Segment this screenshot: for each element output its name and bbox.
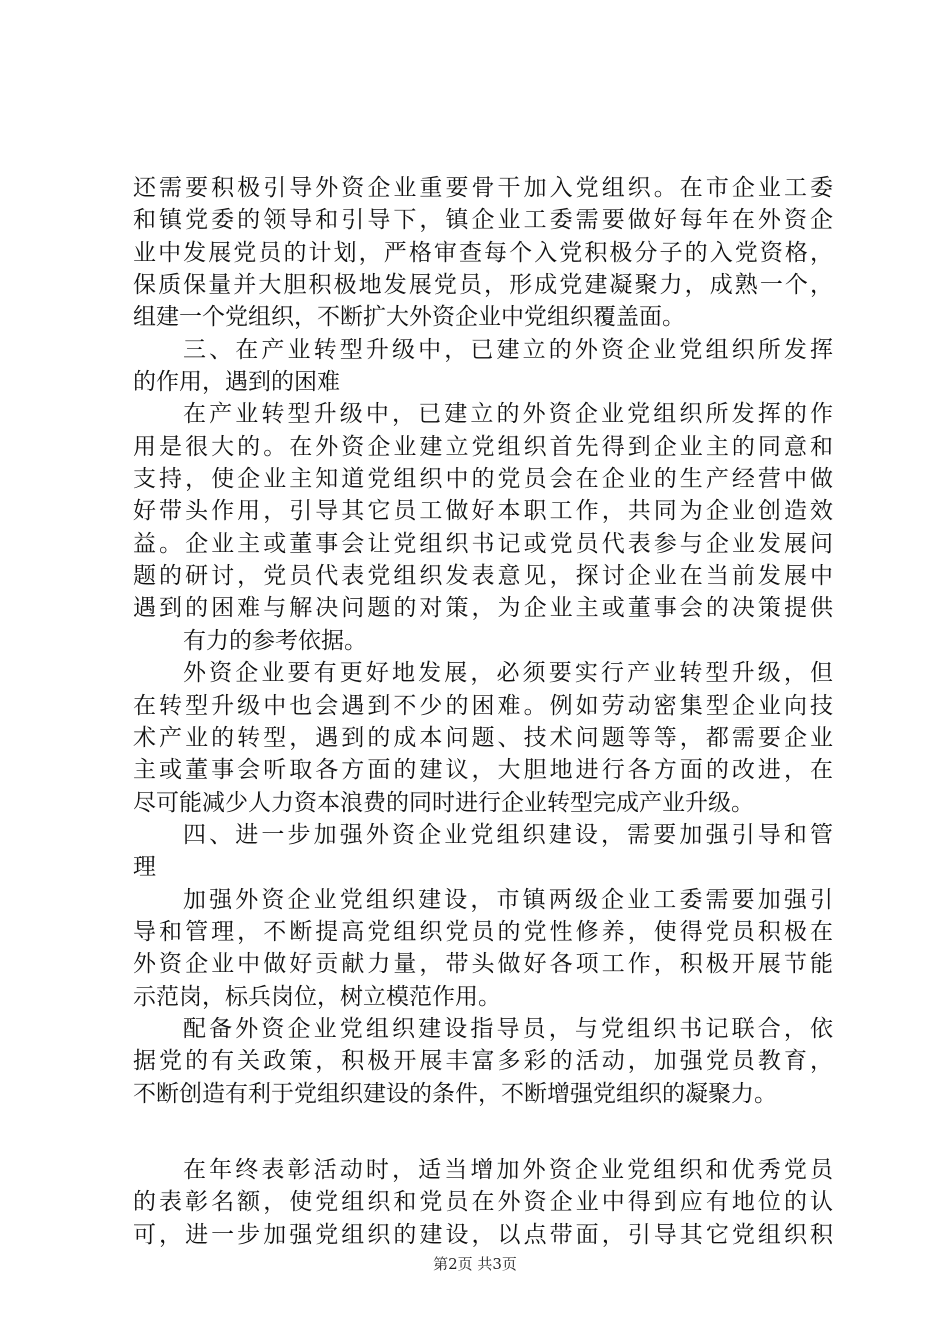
document-body bbox=[133, 172, 833, 1251]
text-line: 和镇党委的领导和引导下，镇企业工委需要做好每年在外资企 bbox=[133, 207, 833, 234]
text-line: 外资企业中做好贡献力量，带头做好各项工作，积极开展节能 bbox=[133, 951, 833, 978]
page-number-footer: 第2页 共3页 bbox=[433, 1255, 517, 1273]
section-heading-line: 三、在产业转型升级中，已建立的外资企业党组织所发挥 bbox=[183, 336, 833, 363]
text-line: 主或董事会听取各方面的建议，大胆地进行各方面的改进，在 bbox=[133, 757, 833, 784]
text-line: 业中发展党员的计划，严格审查每个入党积极分子的入党资格， bbox=[133, 239, 833, 266]
text-line: 尽可能减少人力资本浪费的同时进行企业转型完成产业升级。 bbox=[133, 789, 754, 816]
text-line: 配备外资企业党组织建设指导员，与党组织书记联合，依 bbox=[183, 1015, 833, 1042]
text-line: 还需要积极引导外资企业重要骨干加入党组织。在市企业工委 bbox=[133, 175, 833, 201]
text-line: 保质保量并大胆积极地发展党员，形成党建凝聚力，成熟一个， bbox=[133, 272, 833, 299]
text-line: 示范岗，标兵岗位，树立模范作用。 bbox=[133, 983, 501, 1010]
paragraph-gap bbox=[133, 1110, 833, 1154]
section-heading-line: 理 bbox=[133, 854, 156, 881]
text-line: 可，进一步加强党组织的建设，以点带面，引导其它党组织积 bbox=[133, 1221, 833, 1248]
text-line: 有力的参考依据。 bbox=[183, 627, 367, 654]
text-line: 外资企业要有更好地发展，必须要实行产业转型升级，但 bbox=[183, 660, 833, 687]
text-line: 支持，使企业主知道党组织中的党员会在企业的生产经营中做 bbox=[133, 466, 833, 493]
text-line: 用是很大的。在外资企业建立党组织首先得到企业主的同意和 bbox=[133, 433, 833, 460]
text-line: 益。企业主或董事会让党组织书记或党员代表参与企业发展问 bbox=[133, 530, 833, 557]
text-line: 在转型升级中也会遇到不少的困难。例如劳动密集型企业向技 bbox=[133, 692, 833, 719]
text-line: 加强外资企业党组织建设，市镇两级企业工委需要加强引 bbox=[183, 886, 833, 913]
text-line: 据党的有关政策，积极开展丰富多彩的活动，加强党员教育， bbox=[133, 1048, 833, 1075]
text-line: 术产业的转型，遇到的成本问题、技术问题等等，都需要企业 bbox=[133, 724, 833, 751]
text-line: 导和管理，不断提高党组织党员的党性修养，使得党员积极在 bbox=[133, 918, 833, 945]
text-line: 不断创造有利于党组织建设的条件，不断增强党组织的凝聚力。 bbox=[133, 1080, 777, 1107]
text-line: 好带头作用，引导其它员工做好本职工作，共同为企业创造效 bbox=[133, 498, 833, 525]
text-line: 组建一个党组织，不断扩大外资企业中党组织覆盖面。 bbox=[133, 304, 685, 331]
section-heading-line: 四、进一步加强外资企业党组织建设，需要加强引导和管 bbox=[183, 821, 833, 848]
text-line: 在产业转型升级中，已建立的外资企业党组织所发挥的作 bbox=[183, 401, 833, 428]
text-line: 遇到的困难与解决问题的对策，为企业主或董事会的决策提供 bbox=[133, 595, 833, 622]
text-line: 在年终表彰活动时，适当增加外资企业党组织和优秀党员 bbox=[183, 1156, 833, 1183]
section-heading-line: 的作用，遇到的困难 bbox=[133, 369, 340, 396]
text-line: 的表彰名额，使党组织和党员在外资企业中得到应有地位的认 bbox=[133, 1189, 833, 1216]
text-line: 题的研讨，党员代表党组织发表意见，探讨企业在当前发展中 bbox=[133, 563, 833, 590]
